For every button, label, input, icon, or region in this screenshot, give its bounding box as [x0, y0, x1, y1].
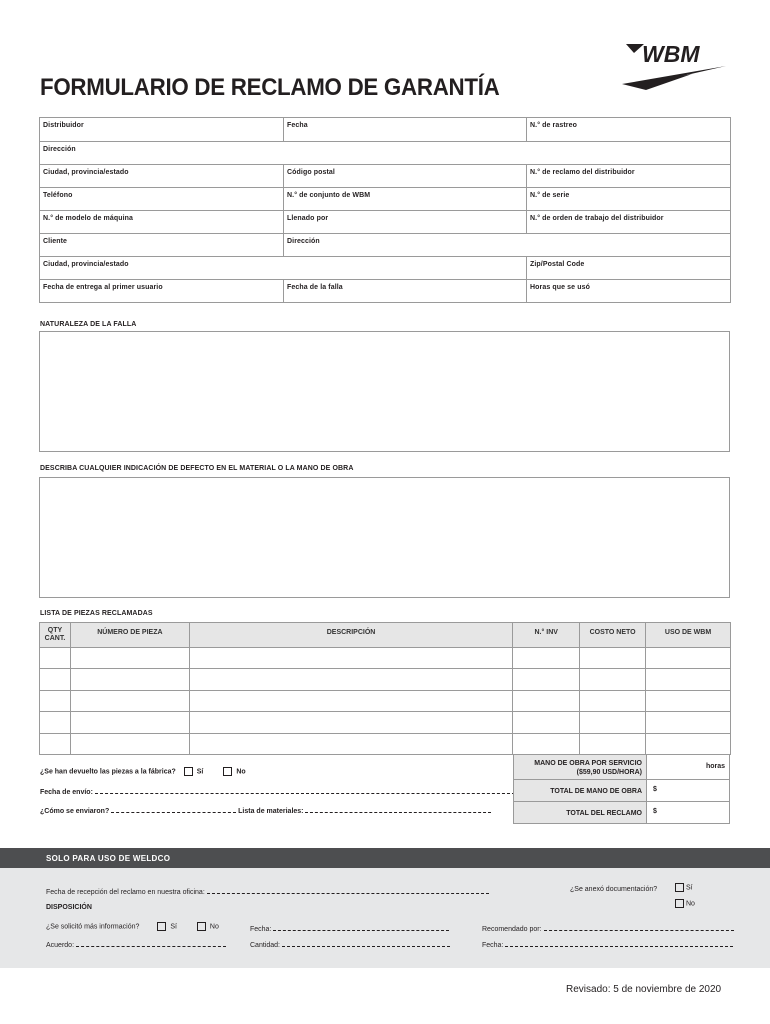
field-fecha-falla[interactable]: Fecha de la falla	[283, 280, 526, 302]
returns-yes-checkbox[interactable]	[184, 767, 193, 776]
weldco-bar: SOLO PARA USO DE WELDCO	[0, 848, 770, 868]
anexo-no-label: No	[686, 900, 695, 908]
returns-question-line	[40, 767, 246, 776]
field-ciudad[interactable]: Ciudad, provincia/estado	[43, 169, 129, 176]
section-describa: DESCRIBA CUALQUIER INDICACIÓN DE DEFECTO EN EL MATERIAL O LA MANO DE OBRA	[40, 465, 354, 472]
field-conjunto-wbm[interactable]: N.° de conjunto de WBM	[283, 188, 526, 210]
field-ciudad-cliente[interactable]: Ciudad, provincia/estado	[43, 261, 129, 268]
mas-info-si-checkbox[interactable]	[157, 922, 166, 931]
anexo-no-line	[675, 899, 695, 908]
col-numero: NÚMERO DE PIEZA	[70, 623, 189, 648]
mas-info-label: ¿Se solicitó más información?	[46, 923, 140, 931]
anexo-label: ¿Se anexó documentación?	[570, 886, 658, 893]
revised-date: Revisado: 5 de noviembre de 2020	[566, 984, 722, 995]
weldco-panel	[0, 868, 770, 968]
fecha-envio-line	[40, 786, 515, 796]
anexo-no-checkbox[interactable]	[675, 899, 684, 908]
table-row	[40, 733, 731, 754]
field-fecha-entrega[interactable]: Fecha de entrega al primer usuario	[43, 284, 163, 291]
mas-info-line	[46, 922, 219, 931]
mas-info-si-label: Sí	[170, 923, 177, 931]
field-reclamo-distribuidor[interactable]: N.° de reclamo del distribuidor	[526, 165, 730, 187]
mas-info-no-checkbox[interactable]	[197, 922, 206, 931]
naturaleza-textarea[interactable]	[39, 331, 730, 452]
table-row	[40, 690, 731, 711]
fecha-line	[250, 923, 449, 933]
field-modelo[interactable]: N.° de modelo de máquina	[43, 215, 133, 222]
table-row	[40, 648, 731, 669]
recomendado-line	[482, 923, 734, 933]
acuerdo-input[interactable]	[76, 939, 226, 947]
cantidad-label: Cantidad:	[250, 942, 280, 949]
como-input[interactable]	[111, 805, 236, 813]
lista-materiales-input[interactable]	[305, 805, 491, 813]
total-mano-value[interactable]: $	[653, 786, 657, 793]
labor-summary	[513, 754, 730, 824]
wbm-logo	[622, 40, 728, 94]
fecha-recepcion-input[interactable]	[207, 886, 489, 894]
como-line	[40, 805, 491, 815]
field-horas[interactable]: Horas que se usó	[526, 280, 730, 302]
field-serie[interactable]: N.° de serie	[526, 188, 730, 210]
total-reclamo-value[interactable]: $	[653, 808, 657, 815]
returns-no-label: No	[236, 768, 246, 776]
field-direccion[interactable]: Dirección	[43, 146, 76, 153]
info-grid	[39, 117, 731, 303]
field-orden-trabajo[interactable]: N.° de orden de trabajo del distribuidor	[526, 211, 730, 233]
returns-yes-label: Sí	[196, 768, 204, 776]
cantidad-line	[250, 939, 450, 949]
table-row	[40, 712, 731, 733]
anexo-si-label: Sí	[686, 884, 693, 892]
field-cliente[interactable]: Cliente	[43, 238, 68, 245]
total-mano-label: TOTAL DE MANO DE OBRA	[514, 780, 647, 801]
field-zip[interactable]: Zip/Postal Code	[526, 257, 730, 279]
col-costo: COSTO NETO	[580, 623, 646, 648]
mano-obra-label: MANO DE OBRA POR SERVICIO ($59,90 USD/HORA)	[514, 755, 647, 779]
fecha2-line	[482, 939, 733, 949]
returns-question: ¿Se han devuelto las piezas a la fábrica?	[40, 768, 176, 776]
disposicion-label: DISPOSICIÓN	[46, 904, 92, 911]
page-title: FORMULARIO DE RECLAMO DE GARANTÍA	[40, 74, 500, 101]
col-uso: USO DE WBM	[646, 623, 731, 648]
total-reclamo-label: TOTAL DEL RECLAMO	[514, 802, 647, 823]
fecha2-label: Fecha:	[482, 942, 504, 949]
fecha-input[interactable]	[273, 923, 449, 931]
describa-textarea[interactable]	[39, 477, 730, 598]
col-inv: N.° INV	[513, 623, 580, 648]
anexo-si-checkbox[interactable]	[675, 883, 684, 892]
mano-obra-horas[interactable]: horas	[705, 763, 725, 770]
col-qty: QTY CANT.	[40, 623, 71, 648]
section-lista: LISTA DE PIEZAS RECLAMADAS	[40, 610, 153, 617]
como-label: ¿Cómo se enviaron?	[40, 808, 110, 815]
recomendado-label: Recomendado por:	[482, 926, 542, 933]
section-naturaleza: NATURALEZA DE LA FALLA	[40, 321, 137, 328]
returns-no-checkbox[interactable]	[223, 767, 232, 776]
field-telefono[interactable]: Teléfono	[43, 192, 73, 199]
recomendado-input[interactable]	[544, 923, 734, 931]
table-row	[40, 669, 731, 690]
fecha-recepcion-label: Fecha de recepción del reclamo en nuestra oficina:	[46, 889, 205, 896]
fecha2-input[interactable]	[505, 939, 733, 947]
fecha-label: Fecha:	[250, 926, 272, 933]
acuerdo-line	[46, 939, 226, 949]
mas-info-no-label: No	[209, 923, 219, 931]
acuerdo-label: Acuerdo:	[46, 942, 75, 949]
fecha-envio-input[interactable]	[95, 786, 515, 794]
logo-text: WBM	[642, 41, 700, 67]
field-llenado-por[interactable]: Llenado por	[283, 211, 526, 233]
fecha-recepcion-line	[46, 886, 489, 896]
field-fecha[interactable]: Fecha	[283, 118, 526, 141]
field-codigo-postal[interactable]: Código postal	[283, 165, 526, 187]
lista-materiales-label: Lista de materiales:	[238, 808, 304, 815]
anexo-si-line	[675, 883, 693, 892]
col-descripcion: DESCRIPCIÓN	[189, 623, 512, 648]
field-distribuidor[interactable]: Distribuidor	[43, 122, 84, 129]
parts-table	[39, 622, 731, 755]
field-rastreo[interactable]: N.° de rastreo	[526, 118, 730, 141]
cantidad-input[interactable]	[282, 939, 450, 947]
fecha-envio-label: Fecha de envío:	[40, 789, 93, 796]
field-direccion-cliente[interactable]: Dirección	[283, 234, 730, 256]
